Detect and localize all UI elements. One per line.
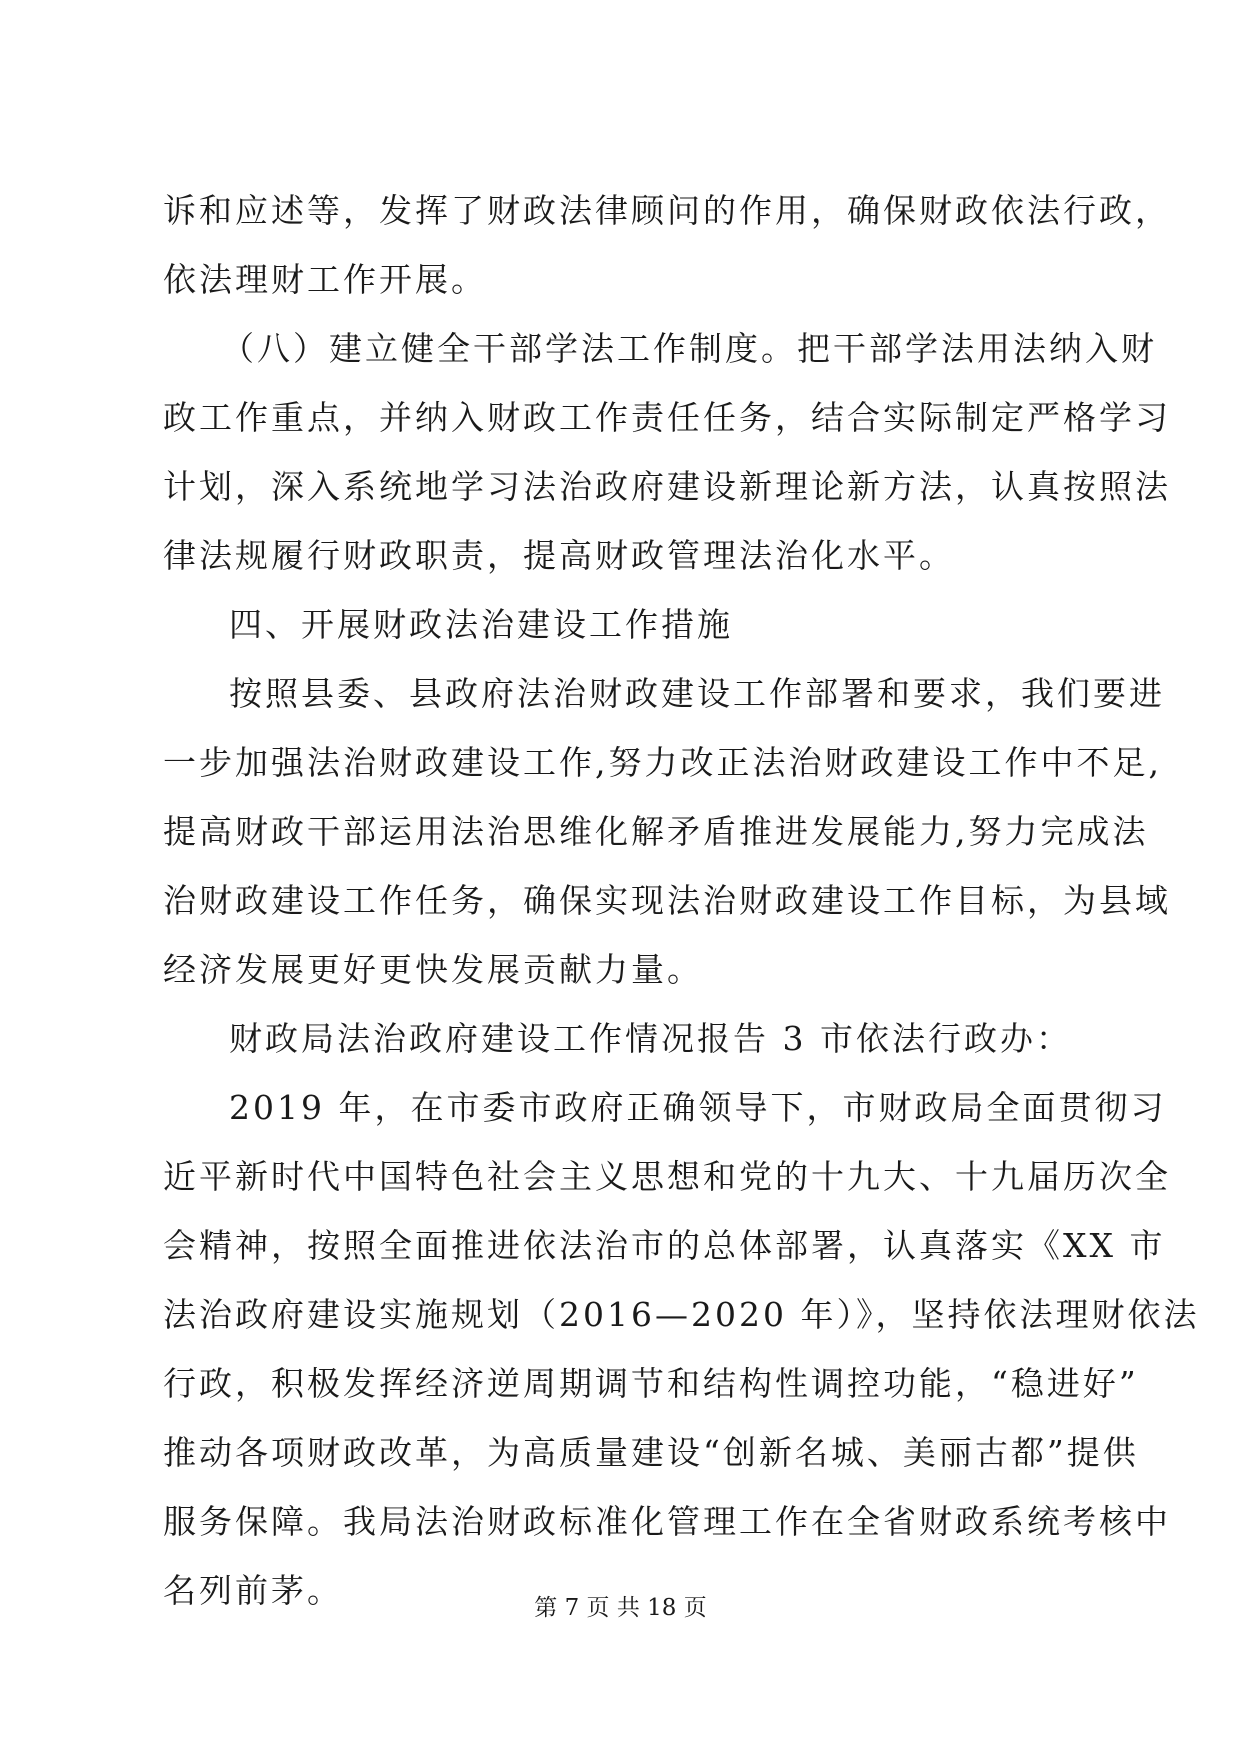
text-line: 律法规履行财政职责，提高财政管理法治化水平。 — [163, 536, 955, 575]
text-line: 会精神，按照全面推进依法治市的总体部署，认真落实《XX 市 — [163, 1226, 1166, 1265]
text-line: 治财政建设工作任务，确保实现法治财政建设工作目标，为县域 — [163, 881, 1171, 920]
report-title: 财政局法治政府建设工作情况报告 3 市依法行政办： — [229, 1019, 1072, 1058]
text-line: 名列前茅。 — [163, 1571, 343, 1610]
section-heading: 四、开展财政法治建设工作措施 — [229, 605, 733, 644]
text-line: 按照县委、县政府法治财政建设工作部署和要求，我们要进 — [229, 674, 1165, 713]
text-line: 政工作重点，并纳入财政工作责任任务，结合实际制定严格学习 — [163, 398, 1171, 437]
text-line: 依法理财工作开展。 — [163, 260, 487, 299]
text-line: 推动各项财政改革，为高质量建设“创新名城、美丽古都”提供 — [163, 1433, 1139, 1472]
page-number: 第 7 页 共 18 页 — [534, 1595, 707, 1621]
text-line: 一步加强法治财政建设工作,努力改正法治财政建设工作中不足, — [163, 743, 1162, 782]
section-heading: （八）建立健全干部学法工作制度。把干部学法用法纳入财 — [221, 329, 1157, 368]
text-line: 近平新时代中国特色社会主义思想和党的十九大、十九届历次全 — [163, 1157, 1171, 1196]
text-line: 法治政府建设实施规划（2016—2020 年）》，坚持依法理财依法 — [163, 1295, 1200, 1334]
text-line: 行政，积极发挥经济逆周期调节和结构性调控功能，“稳进好” — [163, 1364, 1139, 1403]
text-line: 诉和应述等，发挥了财政法律顾问的作用，确保财政依法行政， — [163, 191, 1171, 230]
document-body — [163, 191, 1200, 1641]
text-line: 计划，深入系统地学习法治政府建设新理论新方法，认真按照法 — [163, 467, 1171, 506]
text-line: 经济发展更好更快发展贡献力量。 — [163, 950, 703, 989]
text-line: 提高财政干部运用法治思维化解矛盾推进发展能力,努力完成法 — [163, 812, 1149, 851]
text-line: 服务保障。我局法治财政标准化管理工作在全省财政系统考核中 — [163, 1502, 1171, 1541]
text-line: 2019 年，在市委市政府正确领导下，市财政局全面贯彻习 — [229, 1088, 1167, 1127]
